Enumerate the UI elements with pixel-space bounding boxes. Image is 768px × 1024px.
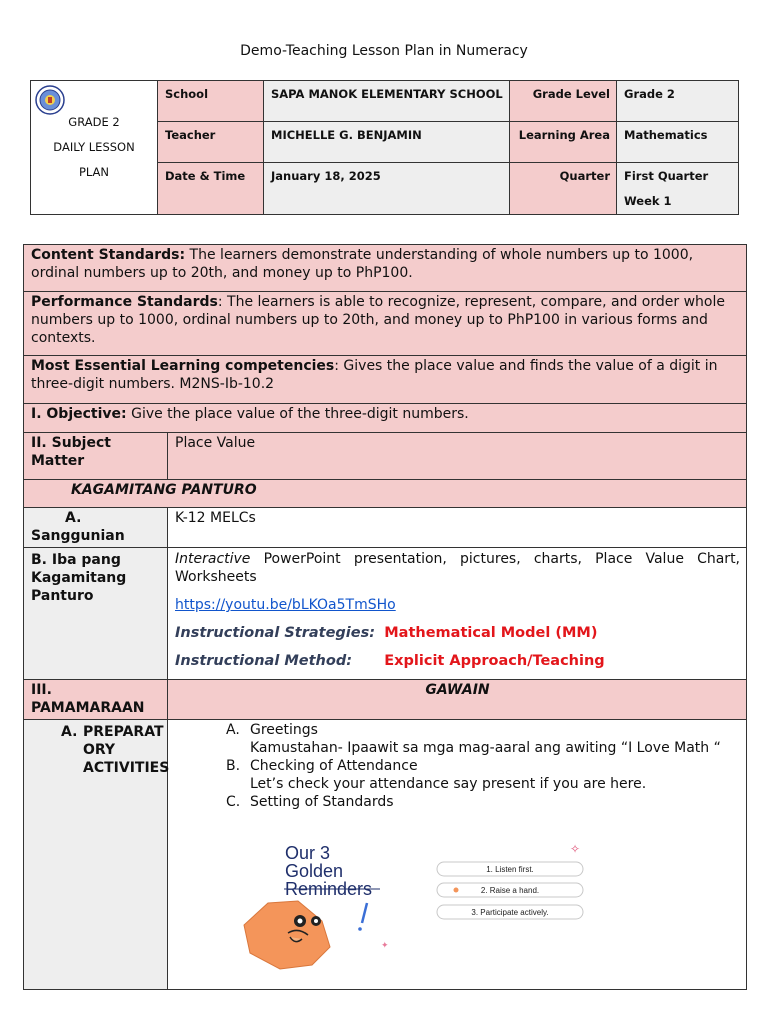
performance-standards-row [24, 292, 747, 356]
rule-1: 1. Listen first. [486, 865, 534, 874]
datetime-label: Date & Time [158, 163, 264, 215]
materials-heading-row [24, 480, 747, 508]
activity-title: Setting of Standards [250, 794, 394, 810]
video-link[interactable]: https://youtu.be/bLKOa5TmSHo [175, 597, 396, 613]
objective-row [24, 404, 747, 433]
melc-text: : Gives the place value and finds the value of a digit in three-digit numbers. M2NS-Ib-10.2 [31, 358, 718, 392]
teacher-value: MICHELLE G. BENJAMIN [264, 122, 510, 163]
learning-area-label: Learning Area [510, 122, 617, 163]
materials-heading: KAGAMITANG PANTURO [71, 482, 257, 498]
interactive-word: Interactive [175, 551, 251, 567]
prep-marker: A. [61, 724, 78, 740]
document-title: Demo-Teaching Lesson Plan in Numeracy [240, 43, 528, 59]
strategies-label: Instructional Strategies: [175, 625, 376, 641]
other-materials-label [24, 548, 168, 680]
prep-activities-label: PREPARAT ORY ACTIVITIES [83, 724, 170, 776]
method-label: Instructional Method: [175, 653, 352, 669]
subject-matter-label: II. Subject Matter [24, 433, 168, 480]
activity-marker: C. [226, 794, 241, 810]
activity-heading: GAWAIN [168, 680, 747, 720]
school-label: School [158, 81, 264, 122]
golden-title-line-1: Our 3 [285, 843, 331, 863]
grade-level-value: Grade 2 [617, 81, 739, 122]
objective-label: I. Objective: [31, 406, 127, 422]
melc-row [24, 356, 747, 404]
week-value: Week 1 [624, 194, 672, 208]
rule-2: 2. Raise a hand. [480, 886, 540, 895]
content-standards-row [24, 245, 747, 292]
header-table [30, 80, 739, 215]
school-value: SAPA MANOK ELEMENTARY SCHOOL [264, 81, 510, 122]
deped-seal-icon [35, 85, 65, 115]
reference-label: Sanggunian [31, 528, 125, 544]
datetime-value: January 18, 2025 [264, 163, 510, 215]
activity-item [226, 721, 740, 757]
content-standards-text: The learners demonstrate understanding of whole numbers up to 1000, ordinal numbers up to 20th, and money up to PhP100. [31, 247, 694, 281]
sparkle-icon: ✧ [570, 842, 581, 856]
performance-standards-label: Performance Standards [31, 294, 218, 310]
grade-level-label: Grade Level [510, 81, 617, 122]
strategies-value: Mathematical Model (MM) [384, 625, 598, 641]
quarter-value: First Quarter [624, 169, 709, 183]
activity-title: Checking of Attendance [250, 758, 418, 774]
quarter-cell [617, 163, 739, 215]
logo-text-plan: PLAN [78, 165, 110, 179]
other-materials-text [175, 550, 740, 586]
activity-marker: A. [226, 722, 240, 738]
activity-detail: Kamustahan- Ipaawit sa mga mag-aaral ang awiting “I Love Math “ [250, 740, 721, 756]
rule-3: 3. Participate actively. [471, 908, 549, 917]
performance-standards-text: : The learners is able to recognize, represent, compare, and order whole numbers up to 1000, ordinal numbers up to 20th, and money up to PhP100 in various forms and contexts. [31, 294, 725, 346]
activity-title: Greetings [250, 722, 318, 738]
strategies-line [175, 624, 740, 642]
quarter-label: Quarter [510, 163, 617, 215]
other-materials-description: PowerPoint presentation, pictures, charts, Place Value Chart, Worksheets [175, 551, 741, 585]
activity-item [226, 757, 740, 793]
melc-label: Most Essential Learning competencies [31, 358, 335, 374]
method-value: Explicit Approach/Teaching [384, 653, 605, 669]
deped-logo-cell [31, 81, 158, 215]
other-materials-cell [168, 548, 747, 680]
teacher-label: Teacher [158, 122, 264, 163]
activity-list [175, 721, 740, 811]
logo-text-grade: GRADE 2 [68, 115, 120, 129]
octagon-character-icon [244, 901, 330, 969]
learning-area-value: Mathematics [617, 122, 739, 163]
reference-value: K-12 MELCs [168, 508, 747, 548]
method-line [175, 652, 740, 670]
activity-item [226, 793, 740, 811]
procedure-label: III. PAMAMARAAN [24, 680, 168, 720]
objective-text: Give the place value of the three-digit numbers. [126, 406, 469, 422]
reference-marker: A. [65, 510, 82, 526]
reference-label-cell [24, 508, 168, 548]
content-standards-label: Content Standards: [31, 247, 186, 263]
activity-marker: B. [226, 758, 241, 774]
golden-title-line-2: Golden [285, 861, 344, 881]
subject-matter-value: Place Value [168, 433, 747, 480]
golden-title-line-3: Reminders [285, 879, 373, 899]
golden-reminders-illustration [240, 835, 600, 975]
sparkle-icon: ✦ [381, 941, 389, 951]
logo-text-daily: DAILY LESSON [53, 140, 135, 154]
other-materials-label-text: B. Iba pang Kagamitang Panturo [31, 552, 127, 604]
activity-detail: Let’s check your attendance say present if you are here. [250, 776, 647, 792]
prep-activities-label-cell [24, 720, 168, 990]
